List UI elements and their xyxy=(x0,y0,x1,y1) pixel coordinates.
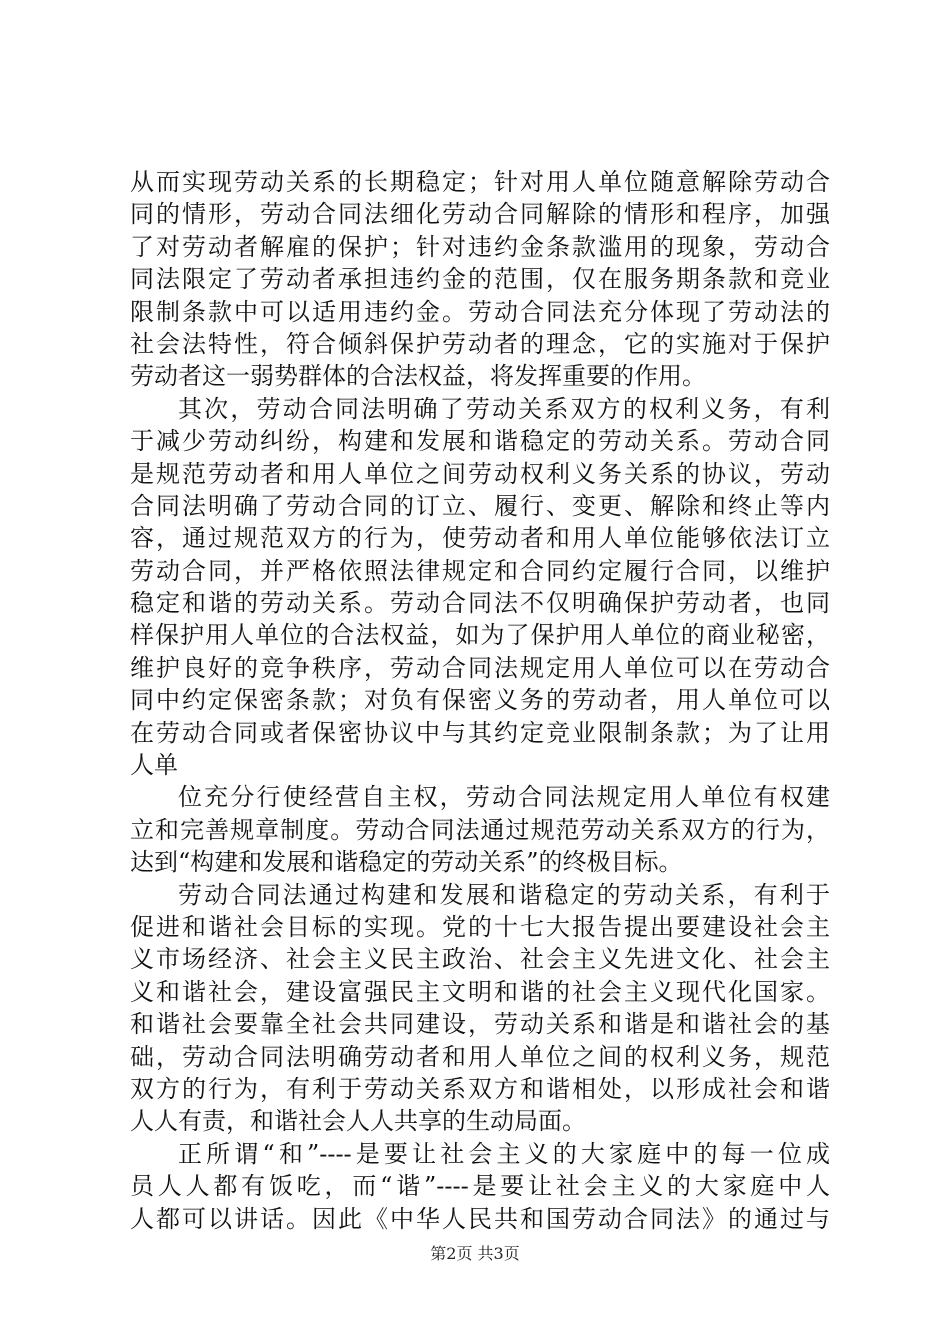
text-line: 了对劳动者解雇的保护；针对违约金条款滥用的现象，劳动合 xyxy=(130,232,830,261)
text-line: 员人人都有饭吃，而“谐”----是要让社会主义的大家庭中人 xyxy=(130,1172,830,1201)
text-line: 是规范劳动者和用人单位之间劳动权利义务关系的协议，劳动 xyxy=(130,459,830,488)
text-line: 样保护用人单位的合法权益，如为了保护用人单位的商业秘密， xyxy=(130,621,830,650)
text-line: 义市场经济、社会主义民主政治、社会主义先进文化、社会主 xyxy=(130,945,830,974)
text-line: 稳定和谐的劳动关系。劳动合同法不仅明确保护劳动者，也同 xyxy=(130,589,830,618)
text-line: 人单 xyxy=(130,751,178,780)
text-line: 正所谓“和”----是要让社会主义的大家庭中的每一位成 xyxy=(178,1139,830,1168)
text-line: 立和完善规章制度。劳动合同法通过规范劳动关系双方的行为， xyxy=(130,815,830,844)
text-line: 于减少劳动纠纷，构建和发展和谐稳定的劳动关系。劳动合同 xyxy=(130,427,830,456)
text-line: 人都可以讲话。因此《中华人民共和国劳动合同法》的通过与 xyxy=(130,1204,830,1233)
text-line: 双方的行为，有利于劳动关系双方和谐相处，以形成社会和谐 xyxy=(130,1074,830,1103)
text-line: 础，劳动合同法明确劳动者和用人单位之间的权利义务，规范 xyxy=(130,1042,830,1071)
text-line: 义和谐社会，建设富强民主文明和谐的社会主义现代化国家。 xyxy=(130,977,830,1006)
text-line: 促进和谐社会目标的实现。党的十七大报告提出要建设社会主 xyxy=(130,912,830,941)
text-line: 劳动合同，并严格依照法律规定和合同约定履行合同，以维护 xyxy=(130,556,830,585)
text-line: 从而实现劳动关系的长期稳定；针对用人单位随意解除劳动合 xyxy=(130,168,830,196)
text-line: 劳动者这一弱势群体的合法权益，将发挥重要的作用。 xyxy=(130,362,706,391)
text-line: 维护良好的竞争秩序，劳动合同法规定用人单位可以在劳动合 xyxy=(130,653,830,682)
text-line: 位充分行使经营自主权，劳动合同法规定用人单位有权建 xyxy=(178,783,830,812)
document-body xyxy=(130,166,830,1235)
text-line: 和谐社会要靠全社会共同建设，劳动关系和谐是和谐社会的基 xyxy=(130,1010,830,1039)
text-line: 其次，劳动合同法明确了劳动关系双方的权利义务，有利 xyxy=(178,394,830,423)
text-line: 达到“构建和发展和谐稳定的劳动关系”的终极目标。 xyxy=(130,848,683,877)
text-line: 同中约定保密条款；对负有保密义务的劳动者，用人单位可以 xyxy=(130,686,830,715)
text-line: 社会法特性，符合倾斜保护劳动者的理念，它的实施对于保护 xyxy=(130,329,830,358)
text-line: 在劳动合同或者保密协议中与其约定竞业限制条款；为了让用 xyxy=(130,718,830,747)
text-line: 合同法明确了劳动合同的订立、履行、变更、解除和终止等内 xyxy=(130,491,830,520)
text-line: 同的情形，劳动合同法细化劳动合同解除的情形和程序，加强 xyxy=(130,200,830,229)
text-line: 限制条款中可以适用违约金。劳动合同法充分体现了劳动法的 xyxy=(130,297,830,326)
page-footer: 第2页 共3页 xyxy=(430,1244,520,1263)
text-line: 容，通过规范双方的行为，使劳动者和用人单位能够依法订立 xyxy=(130,524,830,553)
text-line: 劳动合同法通过构建和发展和谐稳定的劳动关系，有利于 xyxy=(178,880,830,909)
text-line: 同法限定了劳动者承担违约金的范围，仅在服务期条款和竞业 xyxy=(130,265,830,294)
text-line: 人人有责，和谐社会人人共享的生动局面。 xyxy=(130,1107,586,1136)
